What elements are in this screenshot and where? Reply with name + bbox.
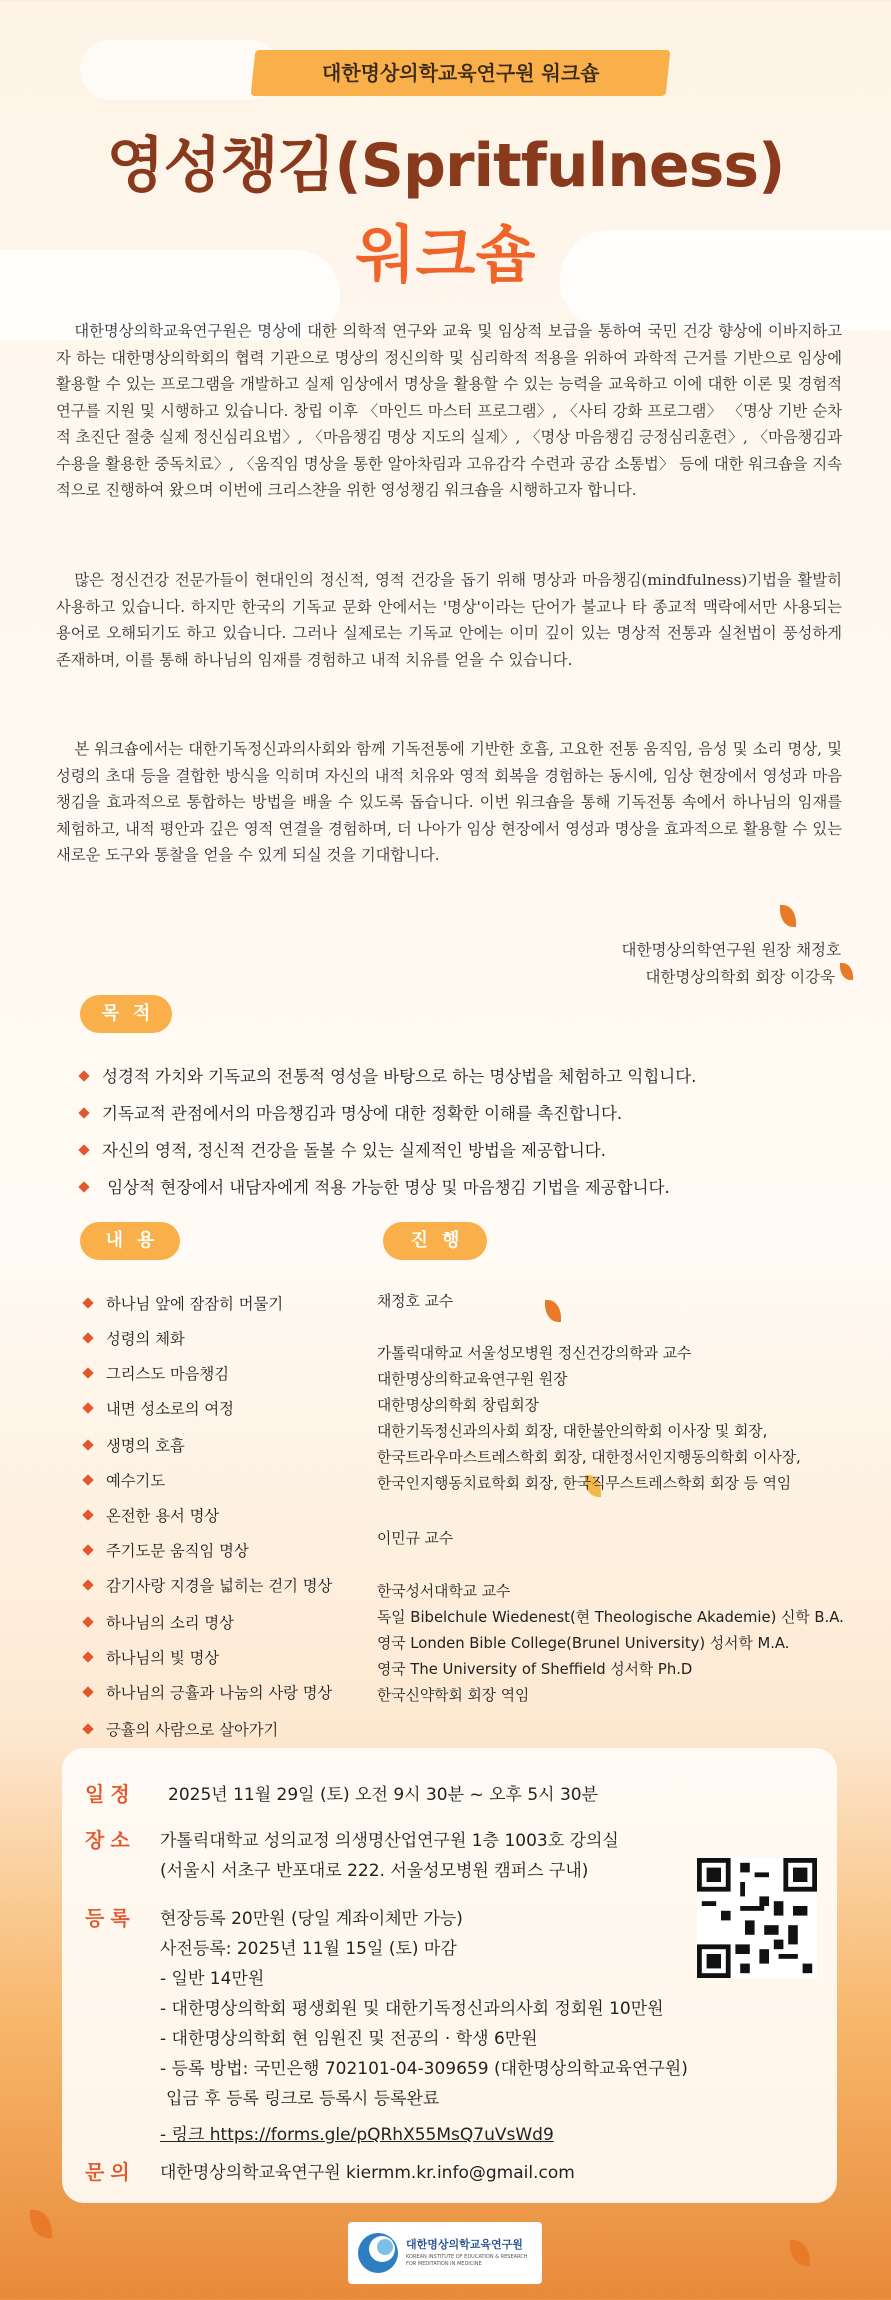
registration-line: - 일반 14만원 [160,1969,265,1989]
content-label: 내용 [80,1222,180,1260]
leaf-icon [545,1300,561,1322]
date-value: 2025년 11월 29일 (토) 오전 9시 30분 ~ 오후 5시 30분 [168,1785,599,1805]
speaker-name: 채정호 교수 [377,1293,454,1310]
place-value: 가톨릭대학교 성의교정 의생명산업연구원 1층 1003호 강의실 [160,1831,619,1851]
content-item: 온전한 용서 명상 [84,1504,219,1526]
speaker-bio-line: 영국 The University of Sheffield 성서학 Ph.D [377,1661,693,1678]
diamond-bullet-icon [82,1474,93,1485]
speaker-bio-line: 한국성서대학교 교수 [377,1583,511,1600]
registration-label: 등록 [85,1906,136,1930]
intro-paragraph-1: 대한명상의학교육연구원은 명상에 대한 의학적 연구와 교육 및 임상적 보급을 통하여 국민 건강 향상에 이바지하고자 하는 대한명상의학회의 협력 기관으로 명상의 정신의학 및 심리학적 적용을 위하여 과학적 근거를 기반으로 임상에 활용할 수 있는 프로그램을 개발하고 실제 임상에서 명상을 활용할 수 있는 능력을 교육하고 이에 대한 이론 및 경험적 연구를 지원 및 시행하고 있습니다. 창립 이후 〈마인드 마스터 프로그램〉, 〈사티 강화 프로그램〉 〈명상 기반 순차적 초진단 절충 실제 정신심리요법〉, 〈마음챙김 명상 지도의 실제〉, 〈명상 마음챙김 긍정심리훈련〉, 〈마음챙김과 수용을 활용한 중독치료〉, 〈움직임 명상을 통한 알아차림과 고유감각 수련과 공감 소통법〉 등에 대한 워크숍을 지속적으로 진행하여 왔으며 이번에 크리스챤을 위한 영성챙김 워크숍을 시행하고자 합니다. [56,322,842,499]
content-item: 그리스도 마음챙김 [84,1362,229,1384]
content-item: 하나님의 소리 명상 [84,1611,234,1633]
logo-subtitle: KOREAN INSTITUTE OF EDUCATION & RESEARCH FOR MEDITATION IN MEDICINE [406,2254,528,2267]
speaker-bio-line: 대한명상의학교육연구원 원장 [377,1371,568,1388]
speaker-bio-line: 독일 Bibelchule Wiedenest(현 Theologische Akademie) 신학 B.A. [377,1609,844,1626]
content-item: 긍휼의 사람으로 살아가기 [84,1718,278,1740]
place-label: 장소 [85,1828,136,1852]
registration-line: 사전등록: 2025년 11월 15일 (토) 마감 [160,1939,457,1959]
diamond-bullet-icon [82,1332,93,1343]
diamond-bullet-icon [82,1402,93,1413]
diamond-bullet-icon [78,1144,89,1155]
contact-value: 대한명상의학교육연구원 kiermm.kr.info@gmail.com [160,2163,575,2183]
speaker-bio-line: 한국신약학회 회장 역임 [377,1687,530,1704]
header-tag-text: 대한명상의학교육연구원 워크숍 [321,61,600,85]
content-item: 생명의 호흡 [84,1434,185,1456]
intro-paragraph-2: 많은 정신건강 전문가들이 현대인의 정신적, 영적 건강을 돕기 위해 명상과 마음챙김(mindfulness)기법을 활발히 사용하고 있습니다. 하지만 한국의 기독교 문화 안에서는 '명상'이라는 단어가 불교나 타 종교적 맥락에서만 사용되는 용어로 오해되기도 하고 있습니다. 그러나 실제로는 기독교 안에는 이미 깊이 있는 명상적 전통과 실천법이 풍성하게 존재하며, 이를 통해 하나님의 임재를 경험하고 내적 치유를 얻을 수 있습니다. [56,571,842,669]
place-address: (서울시 서초구 반포대로 222. 서울성모병원 캠퍼스 구내) [160,1861,589,1881]
content-item: 성령의 체화 [84,1327,185,1349]
qr-code-icon [697,1858,817,1978]
speaker-name: 이민규 교수 [377,1530,454,1547]
registration-line: 입금 후 등록 링크로 등록시 등록완료 [166,2089,440,2109]
content-item: 주기도문 움직임 명상 [84,1539,249,1561]
content-item: 감기사랑 지경을 넓히는 걷기 명상 [84,1574,332,1596]
goals-label: 목적 [80,995,172,1033]
date-label: 일정 [85,1782,136,1806]
diamond-bullet-icon [78,1070,89,1081]
leaf-icon [780,905,796,927]
diamond-bullet-icon [82,1651,93,1662]
content-item: 하나님의 빛 명상 [84,1646,219,1668]
speaker-bio-line: 한국인지행동치료학회 회장, 한국직무스트레스학회 회장 등 역임 [377,1475,792,1492]
leaf-icon [30,2210,52,2238]
registration-line: - 대한명상의학회 평생회원 및 대한기독정신과의사회 정회원 10만원 [160,1999,664,2019]
page-subtitle: 워크숍 [355,218,536,291]
organization-logo [348,2222,542,2284]
goal-item: 기독교적 관점에서의 마음챙김과 명상에 대한 정확한 이해를 촉진합니다. [80,1100,622,1124]
goal-item: 성경적 가치와 기독교의 전통적 영성을 바탕으로 하는 명상법을 체험하고 익힙니다. [80,1063,696,1087]
speaker-bio-line: 가톨릭대학교 서울성모병원 정신건강의학과 교수 [377,1345,692,1362]
logo-emblem-icon [354,2229,402,2277]
diamond-bullet-icon [82,1509,93,1520]
speaker-bio-line: 영국 Londen Bible College(Brunel University) 성서학 M.A. [377,1635,790,1652]
progress-label: 진행 [383,1222,487,1260]
diamond-bullet-icon [82,1579,93,1590]
content-item: 내면 성소로의 여정 [84,1397,234,1419]
goal-item: 임상적 현장에서 내담자에게 적용 가능한 명상 및 마음챙김 기법을 제공합니다. [80,1174,670,1198]
content-item: 하나님의 긍휼과 나눔의 사랑 명상 [84,1681,332,1703]
diamond-bullet-icon [78,1107,89,1118]
leaf-icon [840,963,853,980]
page-title: 영성챙김(Spritfulness) [106,131,785,201]
diamond-bullet-icon [82,1297,93,1308]
signature-director: 대한명상의학연구원 원장 채정호 [621,941,841,959]
speaker-bio-line: 한국트라우마스트레스학회 회장, 대한정서인지행동의학회 이사장, [377,1449,801,1466]
diamond-bullet-icon [78,1181,89,1192]
diamond-bullet-icon [82,1616,93,1627]
diamond-bullet-icon [82,1544,93,1555]
qr-code[interactable] [697,1858,817,1978]
registration-line: - 대한명상의학회 현 임원진 및 전공의 · 학생 6만원 [160,2029,538,2049]
diamond-bullet-icon [82,1723,93,1734]
intro-paragraph-3: 본 워크숍에서는 대한기독정신과의사회와 함께 기독전통에 기반한 호흡, 고요한 전통 움직임, 음성 및 소리 명상, 및 성령의 초대 등을 결합한 방식을 익히며 자신의 내적 치유와 영적 회복을 경험하는 동시에, 임상 현장에서 영성과 마음챙김을 효과적으로 통합하는 방법을 배울 수 있도록 돕습니다. 이번 워크숍을 통해 기독전통 속에서 하나님의 임재를 체험하고, 내적 평안과 깊은 영적 연결을 경험하며, 더 나아가 임상 현장에서 영성과 명상을 효과적으로 활용할 수 있는 새로운 도구와 통찰을 얻을 수 있게 되실 것을 기대합니다. [56,740,842,864]
content-item: 예수기도 [84,1469,165,1491]
content-item: 하나님 앞에 잠잠히 머물기 [84,1292,283,1314]
diamond-bullet-icon [82,1439,93,1450]
header-tag [251,50,671,96]
background-cloud [80,40,280,100]
registration-line: 현장등록 20만원 (당일 계좌이체만 가능) [160,1909,463,1929]
signature-president: 대한명상의학회 회장 이강욱 [645,968,835,986]
registration-link[interactable]: - 링크 https://forms.gle/pQRhX55MsQ7uVsWd9 [160,2125,554,2145]
diamond-bullet-icon [82,1686,93,1697]
leaf-icon [790,2240,810,2266]
speaker-bio-line: 대한명상의학회 창립회장 [377,1397,539,1414]
registration-line: - 등록 방법: 국민은행 702101-04-309659 (대한명상의학교육연구원) [160,2059,688,2079]
contact-label: 문의 [85,2160,136,2184]
diamond-bullet-icon [82,1367,93,1378]
speaker-bio-line: 대한기독정신과의사회 회장, 대한불안의학회 이사장 및 회장, [377,1423,768,1440]
goal-item: 자신의 영적, 정신적 건강을 돌볼 수 있는 실제적인 방법을 제공합니다. [80,1137,606,1161]
logo-name: 대한명상의학교육연구원 [406,2238,523,2251]
